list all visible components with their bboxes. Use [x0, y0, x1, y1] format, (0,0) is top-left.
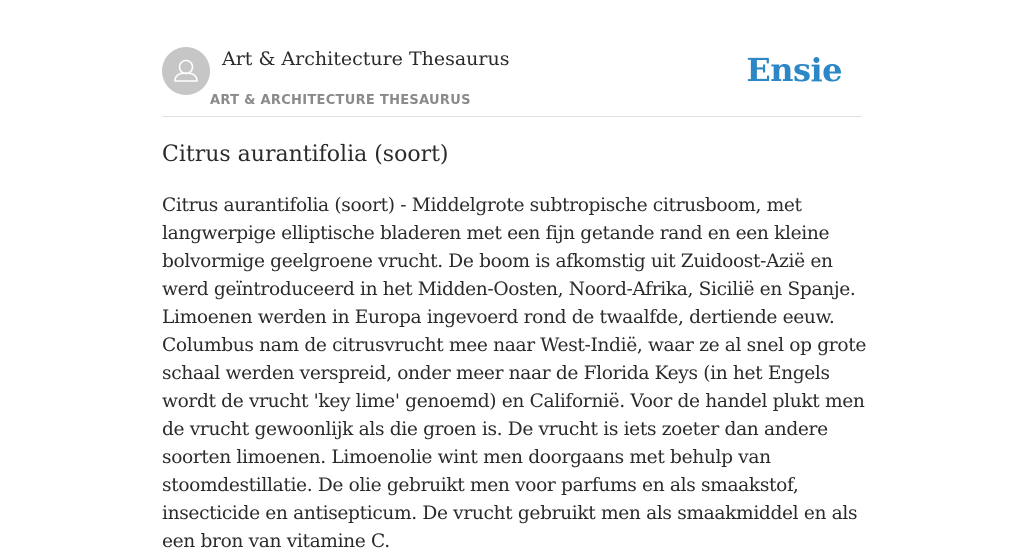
user-silhouette-icon	[162, 47, 210, 95]
page-title: Citrus aurantifolia (soort)	[162, 142, 449, 167]
author-name[interactable]: Art & Architecture Thesaurus	[222, 48, 510, 70]
article-body: Citrus aurantifolia (soort) - Middelgrote subtropische citrusboom, met langwerpige elliptische bladeren met een fijn getande rand en een kleine bolvormige geelgroene vrucht. De boom is afkomstig uit Zuidoost-Azië en werd geïntroduceerd in het Midden-Oosten, Noord-Afrika, Sicilië en Spanje. Limoenen werden in Europa ingevoerd rond de twaalfde, dertiende eeuw. Columbus nam de citrusvrucht mee naar West-Indië, waar ze al snel op grote schaal werden verspreid, onder meer naar de Florida Keys (in het Engels wordt de vrucht 'key lime' genoemd) en Californië. Voor de handel plukt men de vrucht gewoonlijk als die groen is. De vrucht is iets zoeter dan andere soorten limoenen. Limoenolie wint men doorgaans met behulp van stoomdestillatie. De olie gebruikt men voor parfums en als smaakstof, insecticide en antisepticum. De vrucht gebruikt men als smaakmiddel en als een bron van vitamine C.	[162, 195, 866, 552]
author-header	[162, 46, 862, 117]
brand-logo[interactable]: Ensie	[746, 51, 842, 89]
avatar[interactable]	[162, 47, 210, 95]
author-source-label[interactable]: ART & ARCHITECTURE THESAURUS	[210, 93, 471, 108]
